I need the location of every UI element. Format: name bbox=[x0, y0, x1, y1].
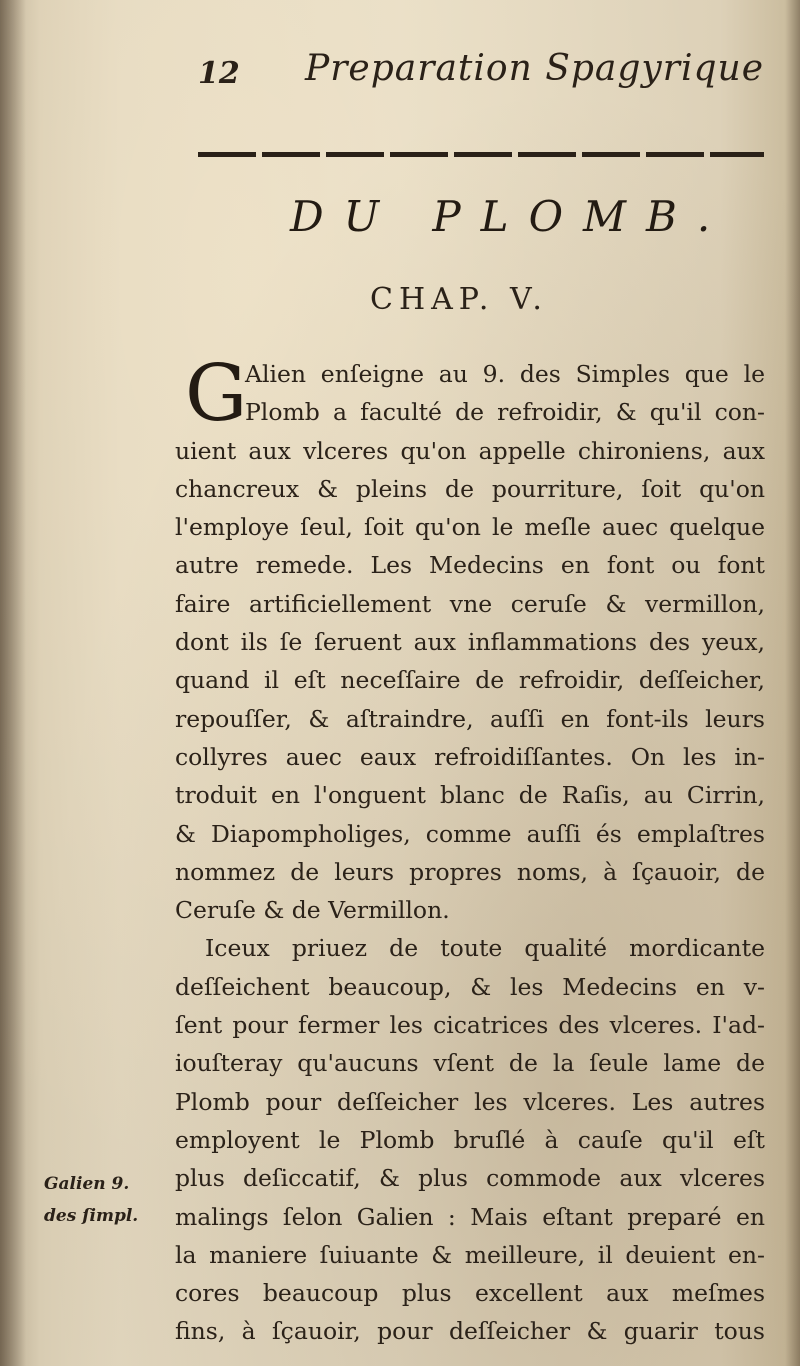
text-line: Alien enſeigne au 9. des Simples que le bbox=[245, 360, 765, 388]
text-line: & Diapompholiges, comme auſſi és emplaſtres bbox=[175, 819, 765, 848]
margin-note bbox=[44, 1168, 154, 1232]
margin-note-line: Galien 9. bbox=[44, 1174, 130, 1194]
text-line: autre remede. Les Medecins en font ou font bbox=[175, 551, 765, 580]
text-line: troduit en l'onguent blanc de Raſis, au Cirrin, bbox=[175, 781, 765, 810]
text-line: Iceux priuez de toute qualité mordicante bbox=[205, 934, 765, 963]
text-line: iouſteray qu'aucuns vſent de la ſeule lame de bbox=[175, 1049, 765, 1078]
text-line: malings ſelon Galien : Mais eſtant preparé en bbox=[175, 1202, 765, 1231]
text-line: quand il eſt neceſſaire de refroidir, deſſeicher, bbox=[175, 666, 765, 695]
chapter-heading: CHAP. V. bbox=[370, 282, 548, 317]
body-text bbox=[175, 349, 765, 1351]
text-line: la maniere ſuiuante & meilleure, il deuient en- bbox=[175, 1240, 765, 1269]
text-line: Plomb a faculté de refroidir, & qu'il con- bbox=[245, 398, 765, 427]
running-title: Preparation Spagyrique bbox=[305, 48, 765, 89]
text-line: fins, à ſçauoir, pour deſſeicher & guarir tous bbox=[175, 1317, 765, 1346]
text-line: Ceruſe & de Vermillon. bbox=[175, 896, 450, 925]
text-line: uient aux vlceres qu'on appelle chironiens, aux bbox=[175, 436, 765, 465]
page-number: 12 bbox=[198, 56, 240, 91]
running-head bbox=[0, 48, 800, 108]
text-line: cores beaucoup plus excellent aux meſmes bbox=[175, 1279, 765, 1308]
text-line: l'employe ſeul, ſoit qu'on le meſle auec quelque bbox=[175, 513, 765, 542]
text-line: faire artificiellement vne ceruſe & vermillon, bbox=[175, 589, 765, 618]
margin-note-line: des ſimpl. bbox=[44, 1206, 139, 1226]
text-line: employent le Plomb bruſlé à cauſe qu'il eſt bbox=[175, 1125, 765, 1154]
ornamental-rule bbox=[198, 152, 764, 157]
spine-shadow bbox=[0, 0, 26, 1366]
text-line: collyres auec eaux refroidiſſantes. On les in- bbox=[175, 742, 765, 771]
drop-cap: G bbox=[185, 349, 248, 439]
text-line: plus deſiccatif, & plus commode aux vlceres bbox=[175, 1164, 765, 1193]
text-line: repouſſer, & aſtraindre, auſſi en font-ils leurs bbox=[175, 704, 765, 733]
text-line: chancreux & pleins de pourriture, ſoit qu'on bbox=[175, 474, 765, 503]
text-line: deſſeichent beaucoup, & les Medecins en v- bbox=[175, 972, 765, 1001]
text-line: nommez de leurs propres noms, à ſçauoir, de bbox=[175, 857, 765, 886]
section-title: DU PLOMB. bbox=[290, 192, 731, 241]
text-line: dont ils ſe ſeruent aux inflammations des yeux, bbox=[175, 628, 765, 657]
text-line: ſent pour fermer les cicatrices des vlceres. I'ad- bbox=[175, 1011, 765, 1040]
text-line: Plomb pour deſſeicher les vlceres. Les autres bbox=[175, 1087, 765, 1116]
